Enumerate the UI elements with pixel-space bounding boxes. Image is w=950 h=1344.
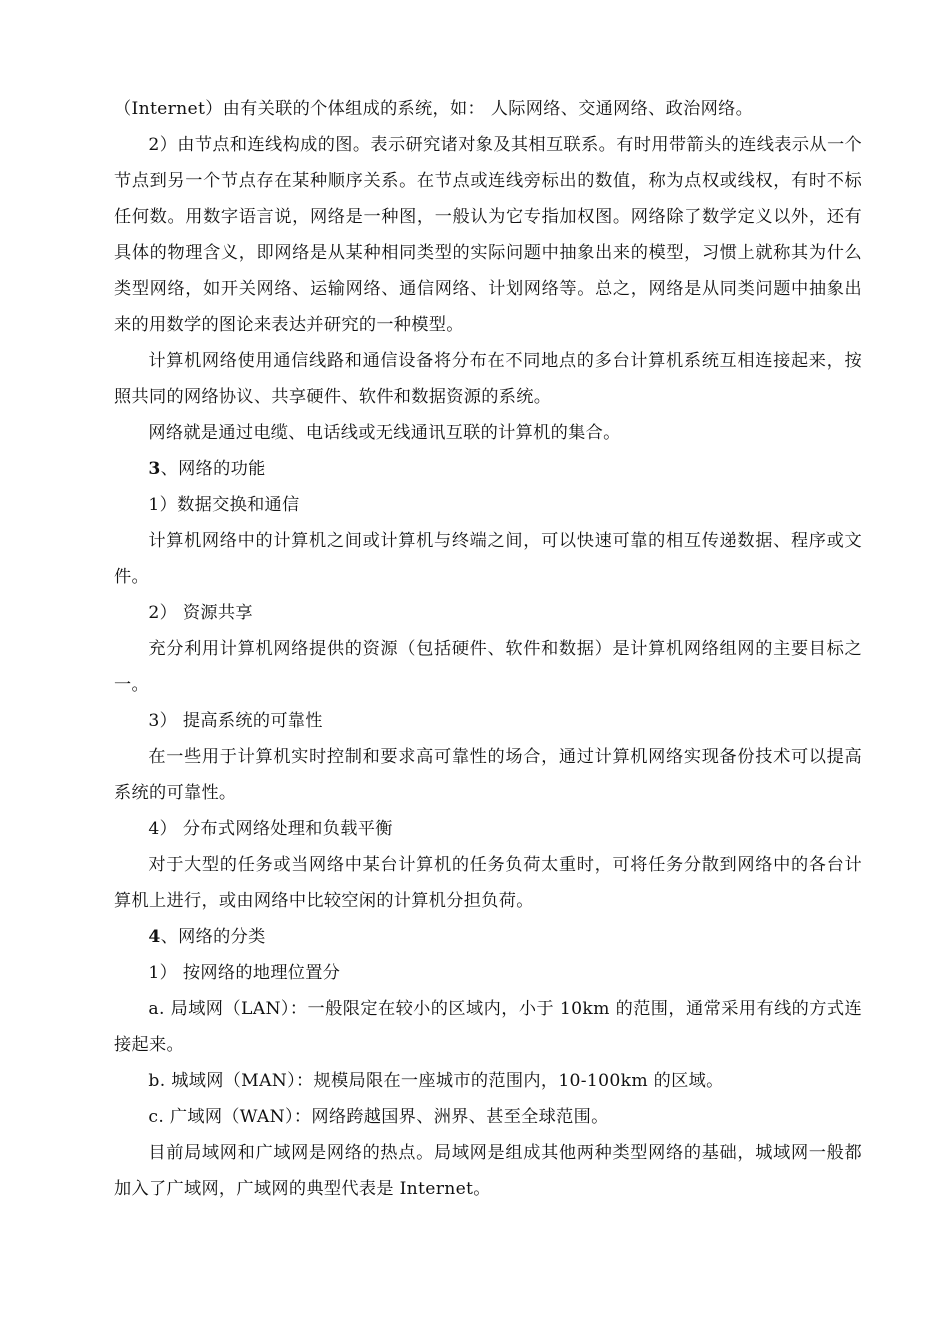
paragraph-network-collection: 网络就是通过电缆、电话线或无线通讯互联的计算机的集合。 (148, 423, 621, 443)
section-number: 3 (148, 459, 161, 479)
section-heading-classification (114, 919, 862, 955)
paragraph-resource-sharing: 充分利用计算机网络提供的资源（包括硬件、软件和数据）是计算机网络组网的主要目标之一。 (114, 639, 862, 695)
document-body (114, 91, 862, 1207)
paragraph-lan: a. 局域网（LAN）：一般限定在较小的区域内，小于 10km 的范围，通常采用有线的方式连接起来。 (114, 999, 862, 1055)
paragraph-hotspots: 目前局域网和广域网是网络的热点。局域网是组成其他两种类型网络的基础，城域网一般都加入了广域网，广域网的典型代表是 Internet。 (114, 1143, 862, 1199)
paragraph-wan: c. 广域网（WAN）：网络跨越国界、洲界、甚至全球范围。 (148, 1107, 609, 1127)
section-number: 4 (148, 927, 161, 947)
paragraph-reliability: 在一些用于计算机实时控制和要求高可靠性的场合，通过计算机网络实现备份技术可以提高系统的可靠性。 (114, 747, 862, 803)
paragraph-distributed-processing: 对于大型的任务或当网络中某台计算机的任务负荷太重时，可将任务分散到网络中的各台计算机上进行，或由网络中比较空闲的计算机分担负荷。 (114, 855, 862, 911)
paragraph-data-exchange: 计算机网络中的计算机之间或计算机与终端之间，可以快速可靠的相互传递数据、程序或文件。 (114, 531, 862, 587)
paragraph-network-graph-definition: 2）由节点和连线构成的图。表示研究诸对象及其相互联系。有时用带箭头的连线表示从一个节点到另一个节点存在某种顺序关系。在节点或连线旁标出的数值，称为点权或线权，有时不标任何数。用数字语言说，网络是一种图，一般认为它专指加权图。网络除了数学定义以外，还有具体的物理含义，即网络是从某种相同类型的实际问题中抽象出来的模型，习惯上就称其为什么类型网络，如开关网络、运输网络、通信网络、计划网络等。总之，网络是从同类问题中抽象出来的用数学的图论来表达并研究的一种模型。 (114, 135, 862, 335)
paragraph-man: b. 城域网（MAN）：规模局限在一座城市的范围内，10-100km 的区域。 (148, 1071, 724, 1091)
section-title: 、网络的分类 (160, 927, 266, 947)
subheading-resource-sharing: 2） 资源共享 (148, 603, 253, 623)
subheading-reliability: 3） 提高系统的可靠性 (148, 711, 323, 731)
subheading-data-exchange: 1）数据交换和通信 (148, 495, 300, 515)
section-title: 、网络的功能 (160, 459, 266, 479)
section-heading-functions (114, 451, 862, 487)
paragraph-computer-network-definition: 计算机网络使用通信线路和通信设备将分布在不同地点的多台计算机系统互相连接起来，按照共同的网络协议、共享硬件、软件和数据资源的系统。 (114, 351, 862, 407)
paragraph-continuation: （Internet）由有关联的个体组成的系统，如： 人际网络、交通网络、政治网络。 (114, 99, 754, 119)
subheading-geographic: 1） 按网络的地理位置分 (148, 963, 341, 983)
subheading-distributed-processing: 4） 分布式网络处理和负载平衡 (148, 819, 393, 839)
